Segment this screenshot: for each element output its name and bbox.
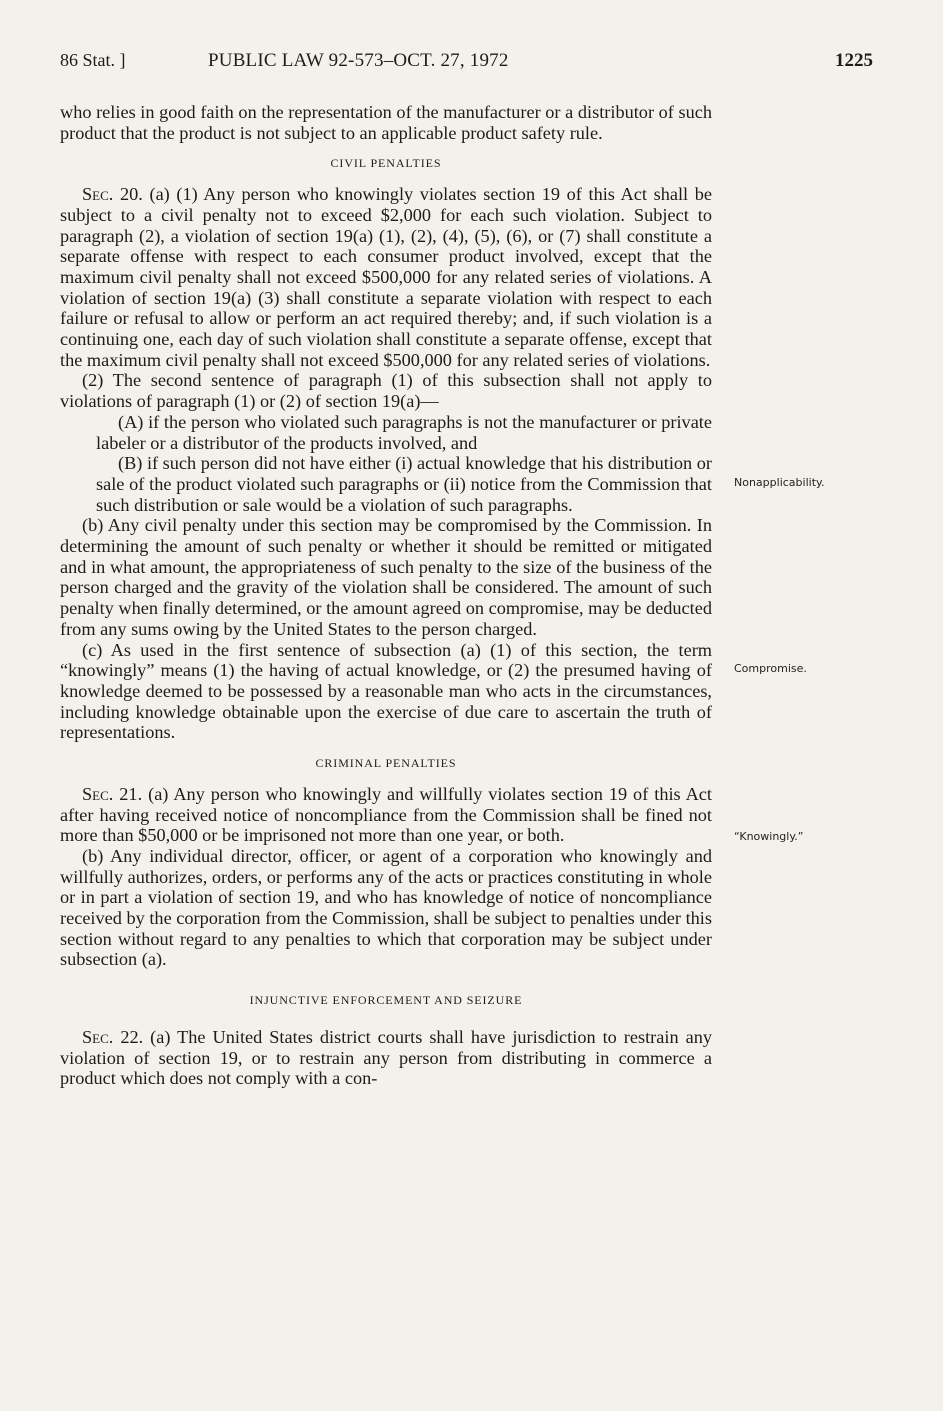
sec20-c-paragraph: (c) As used in the first sentence of subsection (a) (1) of this section, the term “knowingly” means (1) the having of actual knowledge, or (2) the presumed having of knowledge deemed to be possessed by a reasonable man who acts in the circumstances, including knowledge obtainable upon the exercise of due care to ascertain the truth of representations. [60,639,712,743]
sec22-a-text: (a) The United States district courts shall have jurisdiction to restrain any violation of section 19, or to restrain any person from distributing in commerce a product which does not comply with a con- [60,1026,712,1089]
heading-criminal-penalties: CRIMINAL PENALTIES [315,756,457,771]
margin-note-compromise: Compromise. [734,662,807,675]
sec21-a-text: (a) Any person who knowingly and willfully violates section 19 of this Act after having received notice of noncompliance from the Commission shall be fined not more than $50,000 or be imprisoned not more than one year, or both. [60,783,712,846]
margin-note-nonapplicability: Nonapplicability. [734,476,825,489]
running-header [60,50,873,80]
margin-note-knowingly: “Knowingly.” [734,830,804,843]
sec20-b-paragraph: (b) Any civil penalty under this section may be compromised by the Commission. In determining the amount of such penalty or whether it should be remitted or mitigated and in what amount, the appropriateness of such penalty to the size of the business of the person charged and the gravity of the violation shall be considered. The amount of such penalty when finally determined, or the amount agreed on compromise, may be deducted from any sums owing by the United States to the person charged. [60,515,712,639]
intro-paragraph: who relies in good faith on the representation of the manufacturer or a distributor of such product that the product is not subject to an applicable product safety rule. [60,102,712,143]
sec20-a2-A-paragraph: (A) if the person who violated such paragraphs is not the manufacturer or private labeler or a distributor of the products involved, and [96,411,712,453]
sec21-a-paragraph [60,784,712,846]
heading-civil-penalties: CIVIL PENALTIES [330,156,442,171]
sec21-label: Sec. 21. [82,783,143,804]
sec20-a2-paragraph: (2) The second sentence of paragraph (1) of this subsection shall not apply to violations of paragraph (1) or (2) of section 19(a)— [60,370,712,412]
sec20-a1-text: (a) (1) Any person who knowingly violates section 19 of this Act shall be subject to a civil penalty not to exceed $2,000 for each such violation. Subject to paragraph (2), a violation of section 19(a) (1), (2), (4), (5), (6), or (7) shall constitute a separate offense with respect to each consumer product involved, except that the maximum civil penalty shall not exceed $500,000 for any related series of violations. A violation of section 19(a) (3) shall constitute a separate violation with respect to each failure or refusal to allow or perform an act required thereby; and, if such violation is a continuing one, each day of such violation shall constitute a separate offense, except that the maximum civil penalty shall not exceed $500,000 for any related series of violations. [60,184,712,370]
sec21-b-paragraph: (b) Any individual director, officer, or agent of a corporation who knowingly and willfully authorizes, orders, or performs any of the acts or practices constituting in whole or in part a violation of section 19, and who has knowledge of notice of noncompliance received by the corporation from the Commission, shall be subject to penalties under this section without regard to any penalties to which that corporation may be subject under subsection (a). [60,845,712,970]
sec20-a2-B-paragraph: (B) if such person did not have either (i) actual knowledge that his distribution or sale of the product violated such paragraphs or (ii) notice from the Commission that such distribution or sale would be a violation of such paragraphs. [96,453,712,515]
body-text [60,102,712,1089]
page-number: 1225 [835,50,873,71]
law-title: PUBLIC LAW 92-573–OCT. 27, 1972 [208,50,509,71]
sec22-label: Sec. 22. [82,1026,144,1047]
sec20-label: Sec. 20. [82,184,143,205]
heading-injunctive-enforcement: INJUNCTIVE ENFORCEMENT AND SEIZURE [249,993,523,1008]
statute-reference: 86 Stat. ] [60,50,126,70]
sec22-a-paragraph [60,1027,712,1089]
sec20-a1-paragraph [60,184,712,370]
